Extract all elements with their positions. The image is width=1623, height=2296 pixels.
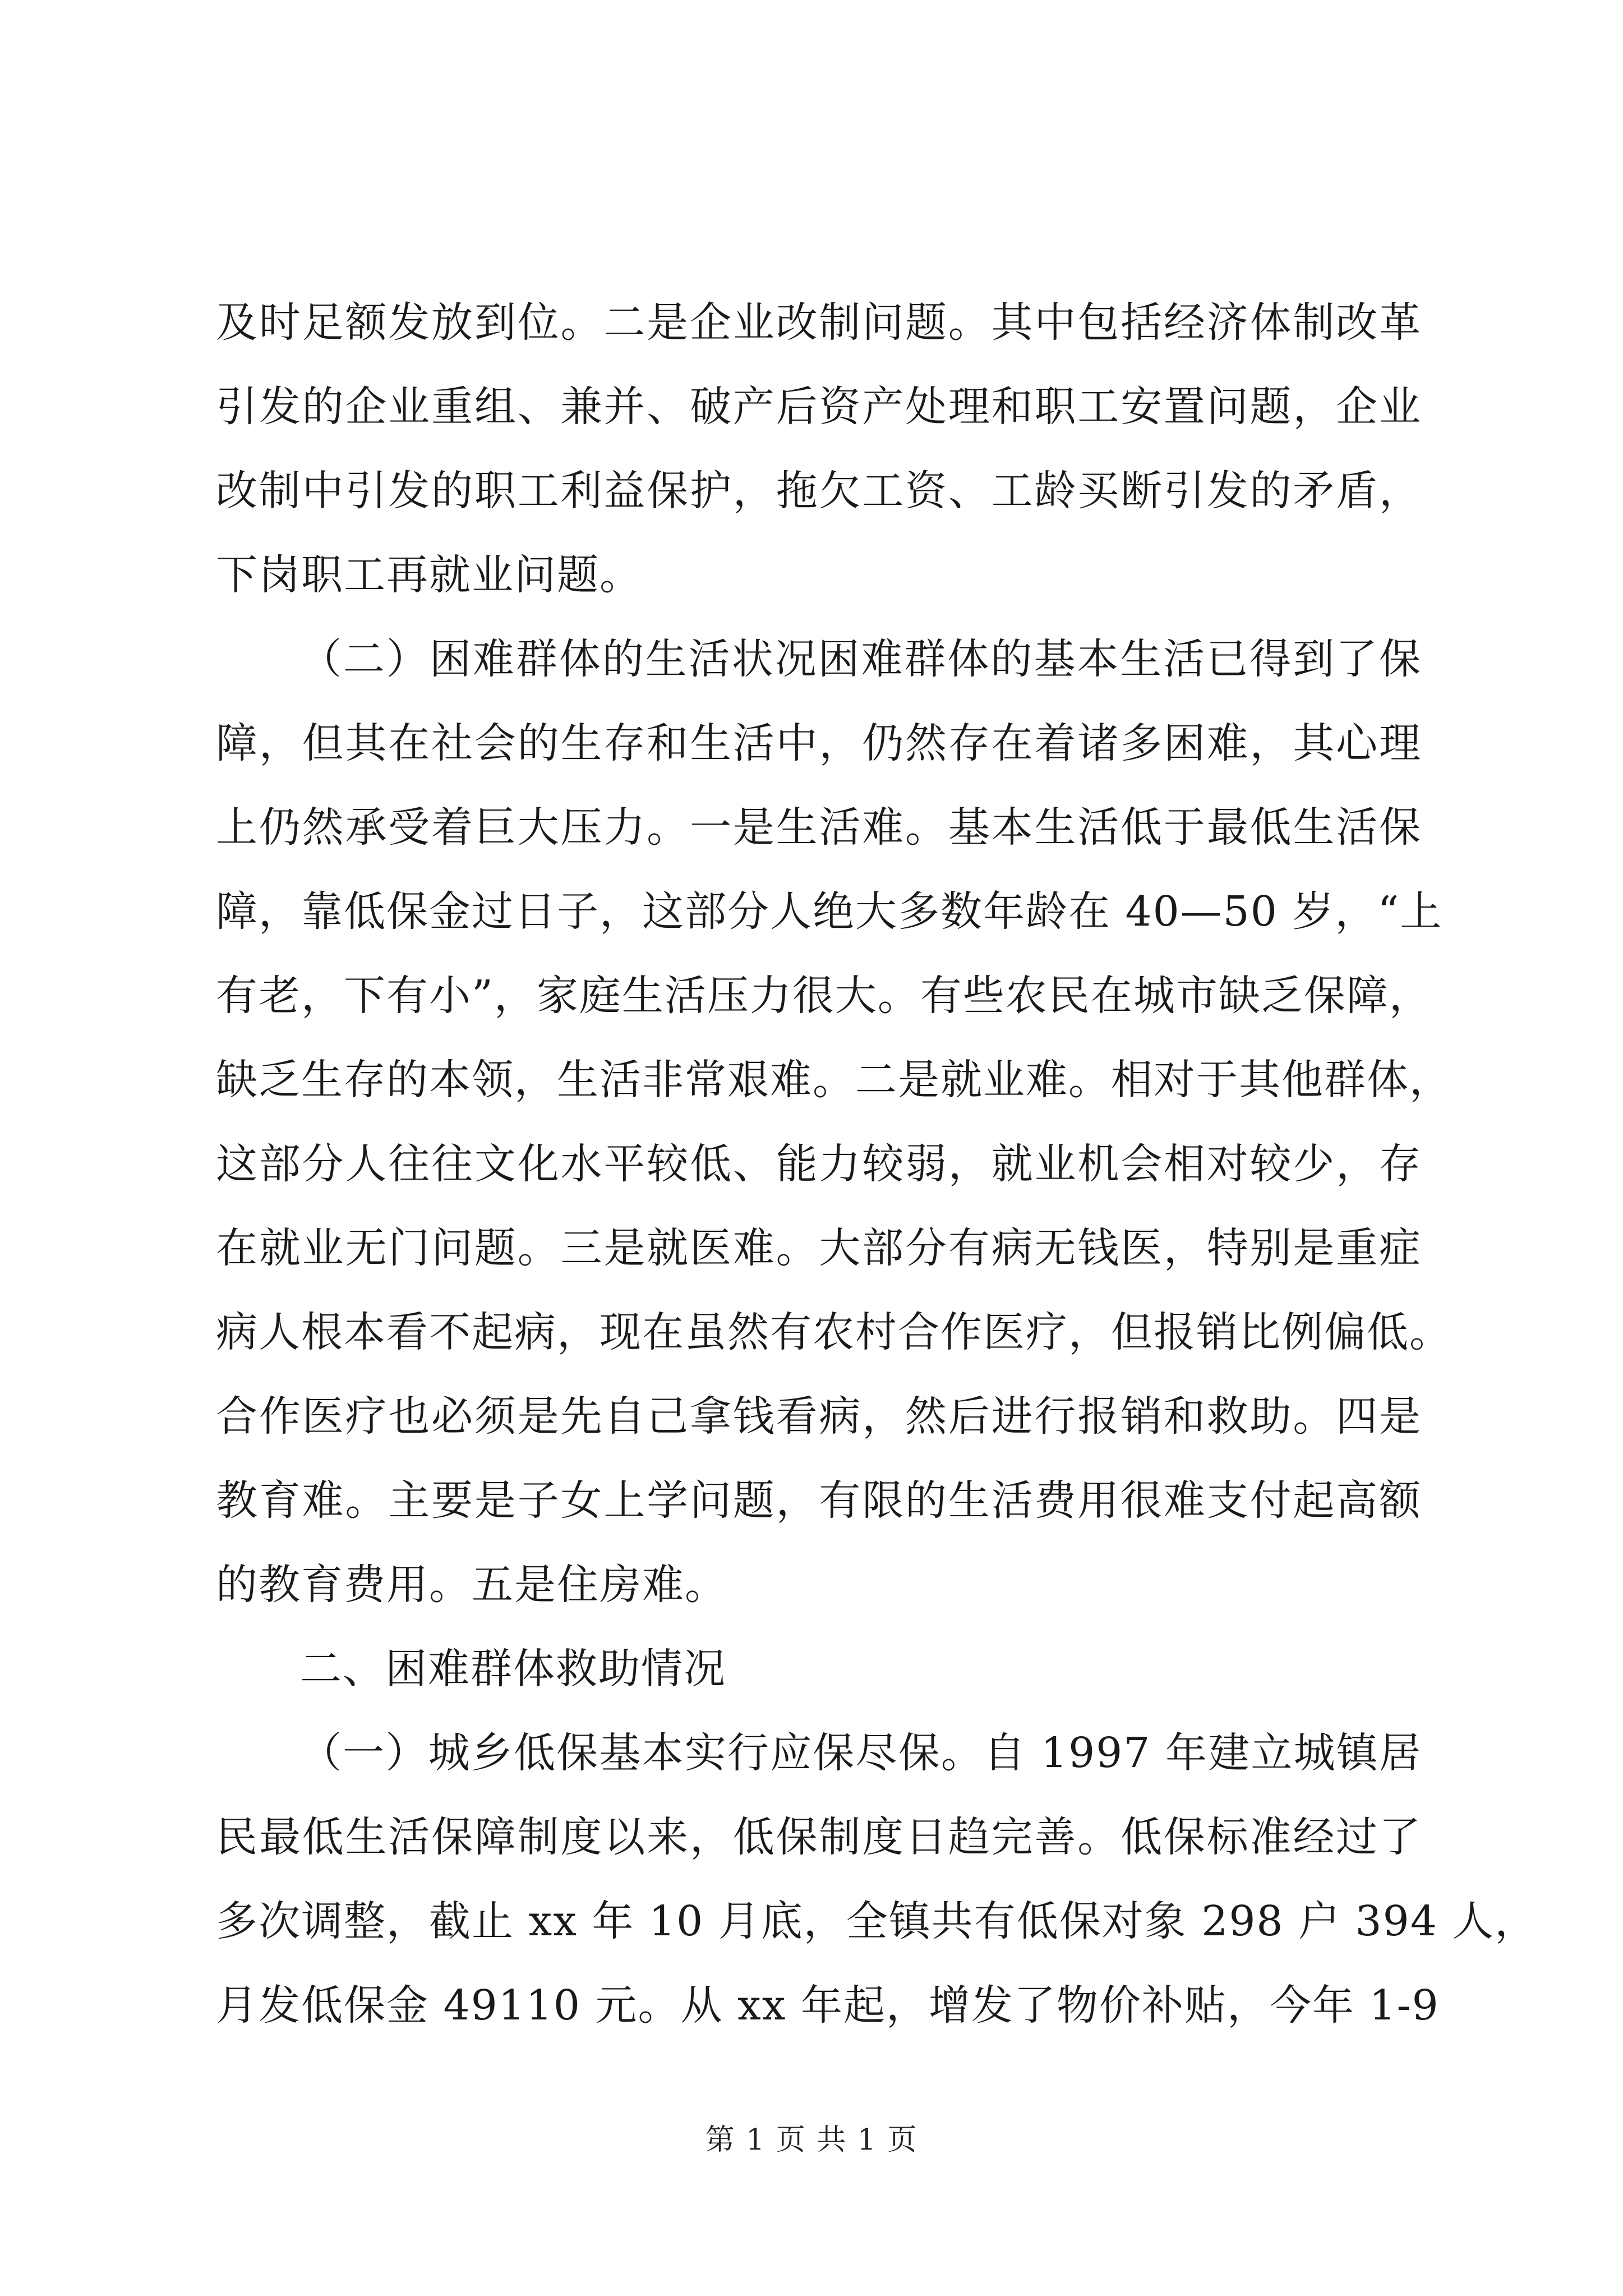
- text-line: 教育难。主要是子女上学问题，有限的生活费用很难支付起高额: [216, 1476, 1422, 1525]
- text-line: 障，靠低保金过日子，这部分人绝大多数年龄在 40—50 岁，“上: [216, 887, 1443, 936]
- text-line: （二）困难群体的生活状况困难群体的基本生活已得到了保: [300, 635, 1422, 683]
- text-line: 引发的企业重组、兼并、破产后资产处理和职工安置问题，企业: [216, 383, 1422, 431]
- text-line: 在就业无门问题。三是就医难。大部分有病无钱医，特别是重症: [216, 1224, 1422, 1272]
- text-line: 缺乏生存的本领，生活非常艰难。二是就业难。相对于其他群体，: [216, 1056, 1452, 1104]
- text-line: 多次调整，截止 xx 年 10 月底，全镇共有低保对象 298 户 394 人，: [216, 1897, 1538, 1945]
- text-line: 合作医疗也必须是先自己拿钱看病，然后进行报销和救助。四是: [216, 1392, 1422, 1441]
- text-line: 上仍然承受着巨大压力。一是生活难。基本生活低于最低生活保: [216, 803, 1422, 852]
- text-line: 民最低生活保障制度以来，低保制度日趋完善。低保标准经过了: [216, 1813, 1422, 1861]
- text-line: 下岗职工再就业问题。: [216, 551, 642, 599]
- text-line: 的教育费用。五是住房难。: [216, 1561, 727, 1609]
- text-line: 障，但其在社会的生存和生活中，仍然存在着诸多困难，其心理: [216, 719, 1422, 767]
- text-line: 及时足额发放到位。二是企业改制问题。其中包括经济体制改革: [216, 298, 1422, 347]
- text-line: 二、困难群体救助情况: [300, 1645, 726, 1693]
- text-line: （一）城乡低保基本实行应保尽保。自 1997 年建立城镇居: [300, 1729, 1422, 1777]
- text-line: 月发低保金 49110 元。从 xx 年起，增发了物价补贴，今年 1-9: [216, 1981, 1440, 2030]
- text-line: 病人根本看不起病，现在虽然有农村合作医疗，但报销比例偏低。: [216, 1308, 1452, 1356]
- text-line: 有老，下有小”，家庭生活压力很大。有些农民在城市缺乏保障，: [216, 972, 1432, 1020]
- page-footer: 第 1 页 共 1 页: [705, 2123, 918, 2157]
- document-body: [216, 280, 1538, 2047]
- text-line: 改制中引发的职工利益保护，拖欠工资、工龄买断引发的矛盾，: [216, 467, 1422, 515]
- text-line: 这部分人往往文化水平较低、能力较弱，就业机会相对较少，存: [216, 1140, 1422, 1188]
